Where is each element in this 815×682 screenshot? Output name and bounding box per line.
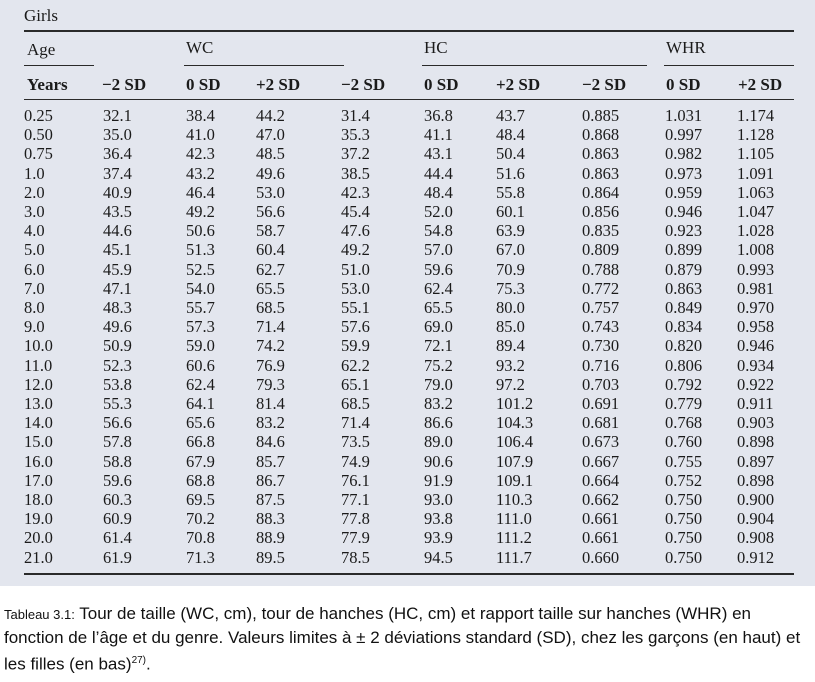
- value-cell: 0.981: [737, 278, 775, 298]
- value-cell: 48.4: [496, 125, 525, 145]
- value-cell: 65.5: [424, 298, 453, 318]
- value-cell: 0.792: [665, 374, 703, 394]
- value-cell: 0.806: [665, 355, 703, 375]
- value-cell: 67.0: [496, 240, 525, 260]
- value-cell: 93.0: [424, 490, 453, 510]
- value-cell: 41.0: [186, 125, 215, 145]
- value-cell: 90.6: [424, 451, 453, 471]
- value-cell: 45.1: [103, 240, 132, 260]
- table-row: [24, 260, 794, 279]
- value-cell: 48.4: [424, 182, 453, 202]
- value-cell: 83.2: [256, 413, 285, 433]
- table-row: [24, 336, 794, 355]
- value-cell: 40.9: [103, 182, 132, 202]
- value-cell: 59.0: [186, 336, 215, 356]
- caption-tag: Tableau 3.1:: [4, 607, 75, 622]
- age-cell: 3.0: [24, 202, 45, 222]
- value-cell: 89.4: [496, 336, 525, 356]
- header-group-hc: HC: [424, 38, 448, 57]
- value-cell: 50.9: [103, 336, 132, 356]
- value-cell: 54.8: [424, 221, 453, 241]
- header-rule: [24, 99, 794, 100]
- value-cell: 64.1: [186, 394, 215, 414]
- value-cell: 0.879: [665, 259, 703, 279]
- value-cell: 65.5: [256, 278, 285, 298]
- value-cell: 1.028: [737, 221, 775, 241]
- value-cell: 94.5: [424, 547, 453, 567]
- value-cell: 0.757: [582, 298, 620, 318]
- caption-end: .: [146, 654, 151, 674]
- table-row: [24, 183, 794, 202]
- value-cell: 43.7: [496, 106, 525, 125]
- value-cell: 0.900: [737, 490, 775, 510]
- value-cell: 71.3: [186, 547, 215, 567]
- value-cell: 46.4: [186, 182, 215, 202]
- value-cell: 83.2: [424, 394, 453, 414]
- value-cell: 0.863: [582, 163, 620, 183]
- age-cell: 4.0: [24, 221, 45, 241]
- value-cell: 51.3: [186, 240, 215, 260]
- value-cell: 70.9: [496, 259, 525, 279]
- value-cell: 0.809: [582, 240, 620, 260]
- value-cell: 0.934: [737, 355, 775, 375]
- header-group-wc: WC: [186, 38, 214, 57]
- value-cell: 62.7: [256, 259, 285, 279]
- table-row: [24, 548, 794, 567]
- value-cell: 60.4: [256, 240, 285, 260]
- value-cell: 48.3: [103, 298, 132, 318]
- value-cell: 0.660: [582, 547, 620, 567]
- value-cell: 45.4: [341, 202, 370, 222]
- value-cell: 88.9: [256, 528, 285, 548]
- age-cell: 13.0: [24, 394, 53, 414]
- value-cell: 0.899: [665, 240, 703, 260]
- value-cell: 70.2: [186, 509, 215, 529]
- value-cell: 44.2: [256, 106, 285, 125]
- header-sd: −2 SD: [341, 75, 386, 94]
- age-cell: 6.0: [24, 259, 45, 279]
- header-sd: +2 SD: [256, 75, 301, 94]
- header-sd: 0 SD: [666, 75, 701, 94]
- age-cell: 9.0: [24, 317, 45, 337]
- age-cell: 19.0: [24, 509, 53, 529]
- value-cell: 110.3: [496, 490, 533, 510]
- value-cell: 56.6: [256, 202, 285, 222]
- table-row: [24, 432, 794, 451]
- age-cell: 15.0: [24, 432, 53, 452]
- table-row: [24, 471, 794, 490]
- age-cell: 8.0: [24, 298, 45, 318]
- value-cell: 60.9: [103, 509, 132, 529]
- value-cell: 0.661: [582, 528, 620, 548]
- value-cell: 1.128: [737, 125, 775, 145]
- value-cell: 65.1: [341, 374, 370, 394]
- age-cell: 1.0: [24, 163, 45, 183]
- value-cell: 50.4: [496, 144, 525, 164]
- value-cell: 101.2: [496, 394, 534, 414]
- value-cell: 50.6: [186, 221, 215, 241]
- value-cell: 0.903: [737, 413, 775, 433]
- value-cell: 111.2: [496, 528, 532, 548]
- table-row: [24, 221, 794, 240]
- value-cell: 89.0: [424, 432, 453, 452]
- value-cell: 68.5: [256, 298, 285, 318]
- header-sd: −2 SD: [102, 75, 147, 94]
- value-cell: 1.031: [665, 106, 703, 125]
- value-cell: 86.6: [424, 413, 453, 433]
- table-row: [24, 509, 794, 528]
- value-cell: 74.2: [256, 336, 285, 356]
- underline-whr: [664, 65, 794, 66]
- value-cell: 53.8: [103, 374, 132, 394]
- underline-age: [24, 65, 94, 66]
- table-body: [24, 106, 794, 567]
- value-cell: 59.6: [424, 259, 453, 279]
- value-cell: 0.730: [582, 336, 620, 356]
- value-cell: 35.0: [103, 125, 132, 145]
- value-cell: 0.863: [665, 278, 703, 298]
- value-cell: 93.8: [424, 509, 453, 529]
- value-cell: 0.908: [737, 528, 775, 548]
- value-cell: 0.898: [737, 470, 775, 490]
- age-cell: 5.0: [24, 240, 45, 260]
- value-cell: 53.0: [341, 278, 370, 298]
- value-cell: 53.0: [256, 182, 285, 202]
- value-cell: 76.1: [341, 470, 370, 490]
- value-cell: 57.6: [341, 317, 370, 337]
- value-cell: 0.779: [665, 394, 703, 414]
- bottom-rule: [24, 573, 794, 575]
- age-cell: 0.50: [24, 125, 53, 145]
- value-cell: 1.174: [737, 106, 775, 125]
- value-cell: 111.0: [496, 509, 532, 529]
- value-cell: 0.673: [582, 432, 620, 452]
- age-cell: 0.25: [24, 106, 53, 125]
- value-cell: 0.750: [665, 547, 703, 567]
- value-cell: 48.5: [256, 144, 285, 164]
- value-cell: 69.0: [424, 317, 453, 337]
- value-cell: 62.2: [341, 355, 370, 375]
- table-row: [24, 279, 794, 298]
- value-cell: 0.750: [665, 490, 703, 510]
- value-cell: 89.5: [256, 547, 285, 567]
- value-cell: 56.6: [103, 413, 132, 433]
- value-cell: 0.923: [665, 221, 703, 241]
- value-cell: 93.2: [496, 355, 525, 375]
- value-cell: 36.8: [424, 106, 453, 125]
- age-cell: 21.0: [24, 547, 53, 567]
- value-cell: 60.1: [496, 202, 525, 222]
- value-cell: 109.1: [496, 470, 534, 490]
- table-row: [24, 394, 794, 413]
- top-rule: [24, 30, 794, 32]
- value-cell: 45.9: [103, 259, 132, 279]
- value-cell: 41.1: [424, 125, 453, 145]
- value-cell: 57.3: [186, 317, 215, 337]
- value-cell: 78.5: [341, 547, 370, 567]
- value-cell: 0.703: [582, 374, 620, 394]
- value-cell: 1.047: [737, 202, 775, 222]
- value-cell: 55.3: [103, 394, 132, 414]
- value-cell: 74.9: [341, 451, 370, 471]
- value-cell: 0.849: [665, 298, 703, 318]
- value-cell: 0.958: [737, 317, 775, 337]
- table-row: [24, 240, 794, 259]
- value-cell: 57.8: [103, 432, 132, 452]
- value-cell: 85.0: [496, 317, 525, 337]
- value-cell: 42.3: [341, 182, 370, 202]
- value-cell: 0.760: [665, 432, 703, 452]
- value-cell: 69.5: [186, 490, 215, 510]
- caption-reference: 27): [131, 655, 147, 666]
- header-years: Years: [27, 75, 68, 94]
- value-cell: 106.4: [496, 432, 534, 452]
- value-cell: 66.8: [186, 432, 215, 452]
- value-cell: 49.2: [341, 240, 370, 260]
- value-cell: 61.4: [103, 528, 132, 548]
- value-cell: 0.772: [582, 278, 620, 298]
- value-cell: 63.9: [496, 221, 525, 241]
- value-cell: 38.4: [186, 106, 215, 125]
- value-cell: 0.897: [737, 451, 775, 471]
- value-cell: 51.0: [341, 259, 370, 279]
- value-cell: 0.820: [665, 336, 703, 356]
- header-sd: −2 SD: [582, 75, 627, 94]
- value-cell: 0.973: [665, 163, 703, 183]
- header-sd: +2 SD: [738, 75, 783, 94]
- table-row: [24, 125, 794, 144]
- value-cell: 68.5: [341, 394, 370, 414]
- value-cell: 71.4: [256, 317, 285, 337]
- table-row: [24, 413, 794, 432]
- value-cell: 58.8: [103, 451, 132, 471]
- age-cell: 16.0: [24, 451, 53, 471]
- age-cell: 10.0: [24, 336, 53, 356]
- value-cell: 59.6: [103, 470, 132, 490]
- value-cell: 44.6: [103, 221, 132, 241]
- value-cell: 0.755: [665, 451, 703, 471]
- value-cell: 1.105: [737, 144, 775, 164]
- value-cell: 43.5: [103, 202, 132, 222]
- header-sd: 0 SD: [186, 75, 221, 94]
- value-cell: 73.5: [341, 432, 370, 452]
- value-cell: 0.788: [582, 259, 620, 279]
- age-cell: 12.0: [24, 374, 53, 394]
- age-cell: 18.0: [24, 490, 53, 510]
- value-cell: 80.0: [496, 298, 525, 318]
- value-cell: 71.4: [341, 413, 370, 433]
- value-cell: 0.946: [737, 336, 775, 356]
- value-cell: 37.2: [341, 144, 370, 164]
- value-cell: 87.5: [256, 490, 285, 510]
- value-cell: 0.856: [582, 202, 620, 222]
- value-cell: 0.835: [582, 221, 620, 241]
- value-cell: 88.3: [256, 509, 285, 529]
- value-cell: 104.3: [496, 413, 534, 433]
- header-sd: +2 SD: [496, 75, 541, 94]
- value-cell: 0.868: [582, 125, 620, 145]
- value-cell: 38.5: [341, 163, 370, 183]
- value-cell: 77.1: [341, 490, 370, 510]
- value-cell: 0.922: [737, 374, 775, 394]
- age-cell: 14.0: [24, 413, 53, 433]
- value-cell: 60.6: [186, 355, 215, 375]
- value-cell: 111.7: [496, 547, 532, 567]
- value-cell: 49.6: [256, 163, 285, 183]
- value-cell: 44.4: [424, 163, 453, 183]
- header-age: Age: [27, 40, 56, 59]
- value-cell: 67.9: [186, 451, 215, 471]
- value-cell: 0.911: [737, 394, 774, 414]
- age-cell: 0.75: [24, 144, 53, 164]
- value-cell: 43.2: [186, 163, 215, 183]
- age-cell: 20.0: [24, 528, 53, 548]
- table-row: [24, 106, 794, 125]
- value-cell: 1.091: [737, 163, 775, 183]
- value-cell: 43.1: [424, 144, 453, 164]
- value-cell: 0.716: [582, 355, 620, 375]
- value-cell: 32.1: [103, 106, 132, 125]
- age-cell: 2.0: [24, 182, 45, 202]
- value-cell: 51.6: [496, 163, 525, 183]
- value-cell: 52.3: [103, 355, 132, 375]
- table-caption: [4, 602, 804, 676]
- value-cell: 70.8: [186, 528, 215, 548]
- table-row: [24, 298, 794, 317]
- value-cell: 0.982: [665, 144, 703, 164]
- value-cell: 36.4: [103, 144, 132, 164]
- value-cell: 0.885: [582, 106, 620, 125]
- value-cell: 0.993: [737, 259, 775, 279]
- value-cell: 0.667: [582, 451, 620, 471]
- table-row: [24, 375, 794, 394]
- value-cell: 1.063: [737, 182, 775, 202]
- value-cell: 0.681: [582, 413, 620, 433]
- value-cell: 54.0: [186, 278, 215, 298]
- value-cell: 0.743: [582, 317, 620, 337]
- value-cell: 60.3: [103, 490, 132, 510]
- value-cell: 61.9: [103, 547, 132, 567]
- table-row: [24, 452, 794, 471]
- value-cell: 52.0: [424, 202, 453, 222]
- header-group-whr: WHR: [666, 38, 706, 57]
- value-cell: 47.6: [341, 221, 370, 241]
- header-sd: 0 SD: [424, 75, 459, 94]
- value-cell: 62.4: [424, 278, 453, 298]
- value-cell: 35.3: [341, 125, 370, 145]
- age-cell: 11.0: [24, 355, 53, 375]
- value-cell: 55.7: [186, 298, 215, 318]
- value-cell: 0.750: [665, 528, 703, 548]
- value-cell: 86.7: [256, 470, 285, 490]
- age-cell: 17.0: [24, 470, 53, 490]
- value-cell: 0.898: [737, 432, 775, 452]
- value-cell: 37.4: [103, 163, 132, 183]
- table-row: [24, 490, 794, 509]
- value-cell: 0.664: [582, 470, 620, 490]
- value-cell: 0.863: [582, 144, 620, 164]
- age-cell: 7.0: [24, 278, 45, 298]
- value-cell: 81.4: [256, 394, 285, 414]
- caption-text: Tour de taille (WC, cm), tour de hanches (HC, cm) et rapport taille sur hanches (WHR) en fonction de l’âge et du genre. Valeurs limites à ± 2 déviations standard (SD), chez les garçons (en haut) et les filles (en bas): [4, 604, 801, 674]
- value-cell: 0.970: [737, 298, 775, 318]
- value-cell: 91.9: [424, 470, 453, 490]
- value-cell: 0.662: [582, 490, 620, 510]
- value-cell: 47.1: [103, 278, 132, 298]
- value-cell: 77.9: [341, 528, 370, 548]
- value-cell: 107.9: [496, 451, 534, 471]
- value-cell: 68.8: [186, 470, 215, 490]
- value-cell: 75.3: [496, 278, 525, 298]
- value-cell: 0.834: [665, 317, 703, 337]
- value-cell: 0.864: [582, 182, 620, 202]
- table-row: [24, 356, 794, 375]
- value-cell: 0.904: [737, 509, 775, 529]
- data-table: [24, 106, 794, 567]
- value-cell: 97.2: [496, 374, 525, 394]
- value-cell: 49.6: [103, 317, 132, 337]
- value-cell: 76.9: [256, 355, 285, 375]
- underline-wc: [184, 65, 344, 66]
- value-cell: 1.008: [737, 240, 775, 260]
- value-cell: 0.691: [582, 394, 620, 414]
- table-row: [24, 528, 794, 547]
- value-cell: 79.0: [424, 374, 453, 394]
- table-row: [24, 202, 794, 221]
- value-cell: 52.5: [186, 259, 215, 279]
- underline-hc: [422, 65, 647, 66]
- value-cell: 47.0: [256, 125, 285, 145]
- value-cell: 84.6: [256, 432, 285, 452]
- value-cell: 0.661: [582, 509, 620, 529]
- value-cell: 0.946: [665, 202, 703, 222]
- value-cell: 42.3: [186, 144, 215, 164]
- value-cell: 58.7: [256, 221, 285, 241]
- value-cell: 59.9: [341, 336, 370, 356]
- value-cell: 57.0: [424, 240, 453, 260]
- value-cell: 75.2: [424, 355, 453, 375]
- table-row: [24, 144, 794, 163]
- value-cell: 55.1: [341, 298, 370, 318]
- value-cell: 55.8: [496, 182, 525, 202]
- value-cell: 31.4: [341, 106, 370, 125]
- value-cell: 62.4: [186, 374, 215, 394]
- value-cell: 85.7: [256, 451, 285, 471]
- value-cell: 65.6: [186, 413, 215, 433]
- value-cell: 0.959: [665, 182, 703, 202]
- value-cell: 49.2: [186, 202, 215, 222]
- value-cell: 77.8: [341, 509, 370, 529]
- value-cell: 0.912: [737, 547, 775, 567]
- value-cell: 0.752: [665, 470, 703, 490]
- value-cell: 79.3: [256, 374, 285, 394]
- section-label: Girls: [24, 6, 58, 25]
- value-cell: 0.997: [665, 125, 703, 145]
- value-cell: 72.1: [424, 336, 453, 356]
- value-cell: 93.9: [424, 528, 453, 548]
- table-row: [24, 317, 794, 336]
- value-cell: 0.750: [665, 509, 703, 529]
- table-row: [24, 164, 794, 183]
- value-cell: 0.768: [665, 413, 703, 433]
